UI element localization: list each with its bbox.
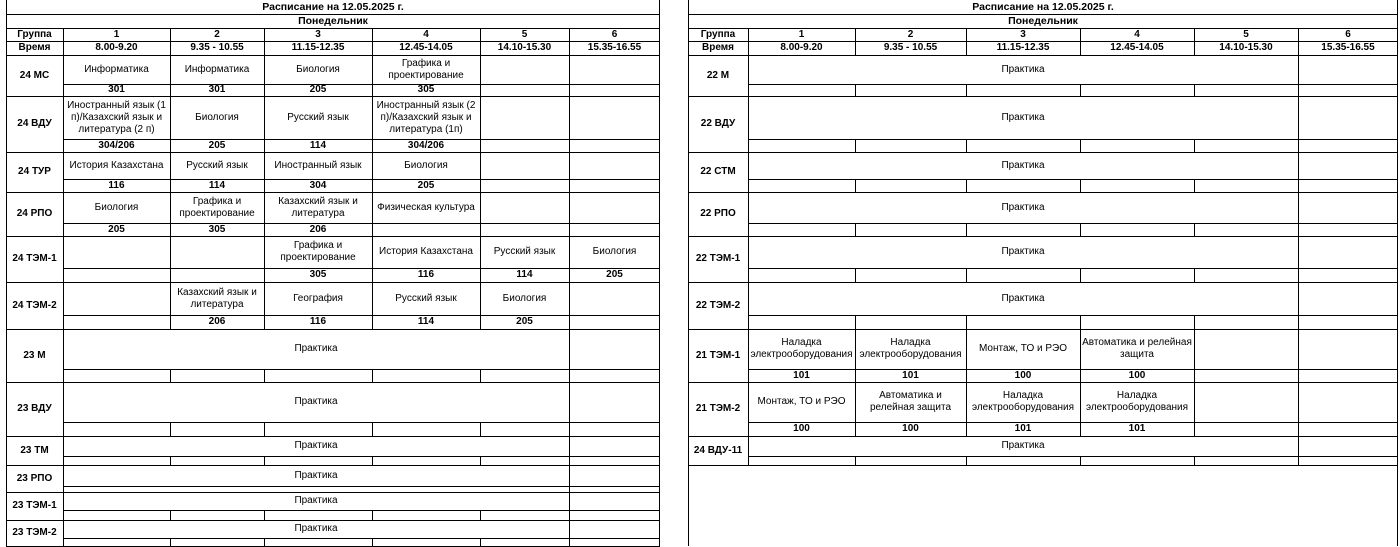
subject-cell: Иностранный язык <box>274 159 362 171</box>
grid-line <box>63 268 660 269</box>
grid-line <box>372 510 373 520</box>
room-cell: 101 <box>1014 423 1032 434</box>
group-name: 22 СТМ <box>700 166 736 177</box>
period-number: 3 <box>315 28 321 40</box>
time-row-header: Время <box>702 42 734 53</box>
group-name: 23 РПО <box>16 472 53 484</box>
grid-line <box>966 315 967 329</box>
grid-line <box>264 422 265 436</box>
grid-line <box>170 510 171 520</box>
room-cell: 101 <box>902 369 919 381</box>
room-cell: 100 <box>1014 369 1032 381</box>
grid-line <box>1194 329 1195 382</box>
grid-line <box>480 422 481 436</box>
subject-cell <box>1298 382 1398 422</box>
room-cell: 205 <box>516 316 533 327</box>
grid-line <box>170 192 171 236</box>
grid-line <box>569 382 570 436</box>
practice-label: Практика <box>1001 159 1045 171</box>
room-cell: 301 <box>108 84 125 95</box>
room-cell <box>170 268 264 282</box>
room-cell <box>1298 369 1398 382</box>
period-number: 1 <box>113 28 120 40</box>
room-cell: 100 <box>902 423 919 434</box>
subject-cell: Русский язык <box>186 159 248 171</box>
grid-line <box>264 236 265 282</box>
practice-label: Практика <box>294 343 338 354</box>
room-cell: 101 <box>793 369 810 381</box>
grid-line <box>264 510 265 520</box>
grid-line <box>1298 236 1299 282</box>
room-cell: 100 <box>793 423 810 434</box>
period-number: 3 <box>1020 28 1026 40</box>
grid-line <box>264 282 265 329</box>
period-time: 15.35-16.55 <box>1321 42 1375 53</box>
grid-line <box>855 179 856 192</box>
practice-label: Практика <box>1001 111 1045 123</box>
grid-line <box>63 28 64 55</box>
grid-line <box>966 139 967 152</box>
grid-line <box>855 382 856 436</box>
subject-cell: Наладка электрооборудования <box>859 337 962 360</box>
grid-line <box>170 96 171 152</box>
room-cell: 305 <box>309 269 327 280</box>
group-name: 24 РПО <box>16 208 53 219</box>
period-time: 11.15-12.35 <box>291 42 345 53</box>
subject-cell <box>170 236 264 268</box>
room-cell <box>569 315 660 329</box>
grid-line <box>170 369 171 382</box>
room-cell: 205 <box>417 179 435 191</box>
period-number: 5 <box>1243 28 1249 40</box>
grid-line <box>748 422 1398 423</box>
subject-cell: Биология <box>195 111 239 123</box>
grid-line <box>855 315 856 329</box>
room-cell: 100 <box>1128 369 1146 381</box>
room-cell: 116 <box>417 269 435 280</box>
schedule-sheet-right <box>688 0 1398 546</box>
grid-line <box>480 369 481 382</box>
grid-line <box>480 152 481 192</box>
subject-cell <box>1298 329 1398 369</box>
grid-line <box>748 369 1398 370</box>
grid-line <box>372 456 373 465</box>
grid-line <box>264 55 265 96</box>
grid-line <box>855 223 856 236</box>
grid-line <box>688 465 1398 466</box>
grid-line <box>688 28 1398 29</box>
subject-cell <box>569 55 660 84</box>
room-cell: 305 <box>208 223 226 235</box>
room-cell: 114 <box>208 179 226 191</box>
grid-line <box>170 456 171 465</box>
room-cell <box>480 139 569 152</box>
group-column-header: Группа <box>700 28 736 40</box>
group-name: 24 ТЭМ-2 <box>12 299 57 311</box>
room-cell <box>569 84 660 96</box>
grid-line <box>372 236 373 282</box>
grid-line <box>748 223 1398 224</box>
grid-line <box>966 84 967 96</box>
grid-line <box>63 456 660 457</box>
subject-cell <box>1194 329 1298 369</box>
grid-line <box>1080 179 1081 192</box>
room-cell: 206 <box>208 316 226 327</box>
period-time: 12.45-14.05 <box>1110 42 1164 53</box>
grid-line <box>372 192 373 236</box>
subject-cell: Наладка электрооборудования <box>971 390 1075 413</box>
subject-cell <box>480 192 569 223</box>
subject-cell: Монтаж, ТО и РЭО <box>978 343 1068 354</box>
room-cell: 205 <box>108 223 125 235</box>
period-time: 15.35-16.55 <box>587 42 642 53</box>
group-name: 24 МС <box>19 69 50 81</box>
grid-line <box>569 329 570 382</box>
grid-line <box>63 486 660 487</box>
subject-cell: Казахский язык и литература <box>278 195 358 219</box>
room-cell: 304/206 <box>98 139 135 151</box>
subject-cell: Монтаж, ТО и РЭО <box>757 396 846 407</box>
grid-line <box>748 456 1398 457</box>
period-number: 4 <box>1134 28 1140 40</box>
subject-cell <box>569 282 660 315</box>
grid-line <box>966 179 967 192</box>
grid-line <box>966 382 967 436</box>
grid-line <box>855 139 856 152</box>
grid-line <box>1194 382 1195 436</box>
grid-line <box>1080 382 1081 436</box>
grid-line <box>966 28 967 55</box>
grid-line <box>966 223 967 236</box>
grid-line <box>1194 315 1195 329</box>
practice-label: Практика <box>1001 63 1045 75</box>
grid-line <box>264 369 265 382</box>
room-cell <box>1298 422 1398 436</box>
grid-line <box>1194 268 1195 282</box>
subject-cell: Биология <box>502 292 547 304</box>
grid-line <box>170 152 171 192</box>
grid-line <box>63 538 660 539</box>
group-name: 24 ТУР <box>18 166 51 177</box>
period-number: 2 <box>214 28 220 40</box>
subject-cell: Русский язык <box>395 292 457 304</box>
subject-cell: Физическая культура <box>377 201 475 213</box>
grid-line <box>855 28 856 55</box>
grid-line <box>480 538 481 546</box>
room-cell: 205 <box>309 84 327 95</box>
period-time: 9.35 - 10.55 <box>190 42 244 53</box>
grid-line <box>63 139 660 140</box>
subject-cell: География <box>293 292 343 304</box>
room-cell: 116 <box>309 316 327 327</box>
room-cell <box>569 139 660 152</box>
grid-line <box>1194 139 1195 152</box>
day-of-week: Понедельник <box>1008 15 1078 27</box>
time-row-header: Время <box>18 42 51 53</box>
grid-line <box>480 282 481 329</box>
grid-line <box>63 179 660 180</box>
grid-line <box>569 465 570 492</box>
subject-cell <box>480 152 569 179</box>
group-name: 21 ТЭМ-2 <box>695 403 741 414</box>
grid-line <box>170 282 171 329</box>
room-cell <box>63 315 170 329</box>
period-number: 6 <box>1345 28 1351 40</box>
grid-line <box>688 41 1398 42</box>
practice-label: Практика <box>1001 440 1045 451</box>
period-time: 8.00-9.20 <box>780 42 823 53</box>
period-time: 8.00-9.20 <box>95 42 138 53</box>
room-cell: 114 <box>516 269 533 280</box>
subject-cell <box>480 55 569 84</box>
grid-line <box>1194 179 1195 192</box>
period-number: 1 <box>798 28 805 40</box>
grid-line <box>480 55 481 96</box>
subject-cell: Биология <box>296 63 340 75</box>
grid-line <box>372 28 373 55</box>
grid-line <box>480 192 481 236</box>
subject-cell: Наладка электрооборудования <box>750 337 853 360</box>
grid-line <box>1194 84 1195 96</box>
group-name: 24 ВДУ-11 <box>693 444 743 456</box>
grid-line <box>966 456 967 465</box>
room-cell <box>1194 369 1298 382</box>
room-cell <box>569 179 660 192</box>
period-time: 12.45-14.05 <box>399 42 453 53</box>
grid-line <box>966 329 967 382</box>
grid-line <box>855 84 856 96</box>
room-cell <box>480 84 569 96</box>
room-cell: 205 <box>208 139 226 151</box>
group-name: 22 ВДУ <box>700 118 736 129</box>
grid-line <box>170 538 171 546</box>
period-number: 4 <box>423 28 429 40</box>
schedule-title: Расписание на 12.05.2025 г. <box>262 1 404 13</box>
room-cell <box>569 223 660 236</box>
group-name: 22 РПО <box>700 208 736 219</box>
grid-line <box>1298 55 1299 96</box>
subject-cell: История Казахстана <box>69 159 164 171</box>
schedule-sheet-left <box>6 0 660 546</box>
grid-line <box>480 510 481 520</box>
grid-line <box>63 84 660 85</box>
grid-line <box>372 282 373 329</box>
grid-line <box>6 41 660 42</box>
grid-line <box>1080 223 1081 236</box>
grid-line <box>264 96 265 152</box>
grid-line <box>748 84 1398 85</box>
subject-cell: История Казахстана <box>379 246 473 257</box>
grid-line <box>63 223 660 224</box>
group-name: 23 ТЭМ-2 <box>12 527 57 538</box>
group-name: 24 ТЭМ-1 <box>12 253 57 264</box>
subject-cell: Наладка электрооборудования <box>1085 390 1189 413</box>
room-cell: 114 <box>309 139 327 151</box>
grid-line <box>748 139 1398 140</box>
subject-cell: Графика и проектирование <box>280 240 356 263</box>
room-cell: 114 <box>417 316 435 327</box>
room-cell <box>1194 422 1298 436</box>
grid-line <box>264 192 265 236</box>
grid-line <box>264 28 265 55</box>
grid-line <box>688 14 1398 15</box>
practice-label: Практика <box>294 469 338 481</box>
grid-line <box>748 268 1398 269</box>
grid-line <box>1194 456 1195 465</box>
grid-line <box>1080 268 1081 282</box>
practice-label: Практика <box>294 440 338 451</box>
subject-cell: Графика и проектирование <box>388 57 464 81</box>
grid-line <box>170 422 171 436</box>
subject-cell <box>63 236 170 268</box>
period-number: 5 <box>521 28 528 40</box>
grid-line <box>480 456 481 465</box>
room-cell: 304 <box>309 179 327 191</box>
subject-cell <box>63 282 170 315</box>
grid-line <box>855 456 856 465</box>
subject-cell <box>569 96 660 139</box>
grid-line <box>1298 282 1299 329</box>
subject-cell <box>480 96 569 139</box>
subject-cell: Русский язык <box>287 111 349 123</box>
grid-line <box>569 28 570 55</box>
grid-line <box>748 28 749 55</box>
grid-line <box>1080 28 1081 55</box>
grid-line <box>1194 28 1195 55</box>
grid-line <box>1080 84 1081 96</box>
period-time: 11.15-12.35 <box>996 42 1050 53</box>
room-cell: 116 <box>108 179 125 191</box>
grid-line <box>1080 139 1081 152</box>
group-name: 22 М <box>706 69 730 81</box>
subject-cell <box>569 192 660 223</box>
group-name: 22 ТЭМ-1 <box>695 253 741 264</box>
grid-line <box>569 520 570 546</box>
group-name: 23 ТЭМ-1 <box>12 500 57 511</box>
room-cell: 305 <box>417 84 435 95</box>
day-of-week: Понедельник <box>298 15 368 27</box>
subject-cell <box>1194 382 1298 422</box>
grid-line <box>1298 436 1299 465</box>
practice-label: Практика <box>294 523 338 534</box>
grid-line <box>1080 329 1081 382</box>
grid-line <box>264 456 265 465</box>
grid-line <box>855 329 856 382</box>
grid-line <box>6 28 660 29</box>
subject-cell: Автоматика и релейная защита <box>1082 337 1192 360</box>
grid-line <box>1298 96 1299 152</box>
grid-line <box>6 14 660 15</box>
grid-line <box>1298 28 1299 55</box>
subject-cell: Иностранный язык (2 п)/Казахский язык и литература (1п) <box>376 99 476 135</box>
period-time: 14.10-15.30 <box>1219 42 1273 53</box>
group-name: 23 М <box>23 349 46 361</box>
grid-line <box>372 369 373 382</box>
group-name: 22 ТЭМ-2 <box>695 299 741 311</box>
room-cell: 304/206 <box>407 139 445 151</box>
grid-line <box>63 369 660 370</box>
practice-label: Практика <box>1001 201 1045 213</box>
subject-cell: Информатика <box>184 63 250 75</box>
grid-line <box>63 315 660 316</box>
room-cell: 301 <box>208 84 226 95</box>
grid-line <box>1194 223 1195 236</box>
room-cell: 205 <box>606 269 623 280</box>
subject-cell: Автоматика и релейная защита <box>869 390 952 413</box>
subject-cell: Информатика <box>84 63 149 75</box>
grid-line <box>372 422 373 436</box>
grid-line <box>480 236 481 282</box>
group-column-header: Группа <box>17 28 52 40</box>
room-cell <box>480 179 569 192</box>
grid-line <box>372 152 373 192</box>
subject-cell: Русский язык <box>493 246 556 257</box>
subject-cell: Биология <box>404 159 448 171</box>
subject-cell: Биология <box>592 246 637 257</box>
practice-label: Практика <box>1001 292 1045 304</box>
room-cell <box>63 268 170 282</box>
group-name: 21 ТЭМ-1 <box>695 349 741 361</box>
grid-line <box>1298 152 1299 192</box>
subject-cell: Иностранный язык (1 п)/Казахский язык и литература (2 п) <box>67 99 166 135</box>
schedule-title: Расписание на 12.05.2025 г. <box>972 1 1114 13</box>
room-cell <box>480 223 569 236</box>
room-cell <box>372 223 480 236</box>
room-cell: 101 <box>1128 423 1146 434</box>
grid-line <box>372 96 373 152</box>
grid-line <box>748 179 1398 180</box>
grid-line <box>480 28 481 55</box>
subject-cell <box>569 152 660 179</box>
grid-line <box>170 28 171 55</box>
grid-line <box>569 492 570 520</box>
grid-line <box>264 538 265 546</box>
grid-line <box>170 55 171 96</box>
period-number: 6 <box>611 28 618 40</box>
grid-line <box>569 436 570 465</box>
group-name: 23 ТМ <box>20 444 49 456</box>
practice-label: Практика <box>294 495 338 506</box>
period-time: 14.10-15.30 <box>497 42 552 53</box>
subject-cell: Казахский язык и литература <box>177 286 257 310</box>
grid-line <box>1298 192 1299 236</box>
practice-label: Практика <box>294 396 338 407</box>
grid-line <box>63 422 660 423</box>
group-name: 24 ВДУ <box>17 118 52 129</box>
room-cell: 206 <box>309 223 327 235</box>
grid-line <box>170 236 171 282</box>
grid-line <box>966 268 967 282</box>
grid-line <box>372 538 373 546</box>
group-name: 23 ВДУ <box>17 403 52 414</box>
grid-line <box>480 96 481 152</box>
period-time: 9.35 - 10.55 <box>883 42 938 53</box>
grid-line <box>1080 315 1081 329</box>
subject-cell: Графика и проектирование <box>179 195 255 219</box>
grid-line <box>264 152 265 192</box>
practice-label: Практика <box>1001 246 1045 257</box>
subject-cell: Биология <box>94 201 139 213</box>
grid-line <box>1080 456 1081 465</box>
period-number: 2 <box>907 28 914 40</box>
grid-line <box>855 268 856 282</box>
grid-line <box>372 55 373 96</box>
grid-line <box>63 510 660 511</box>
grid-line <box>748 315 1398 316</box>
